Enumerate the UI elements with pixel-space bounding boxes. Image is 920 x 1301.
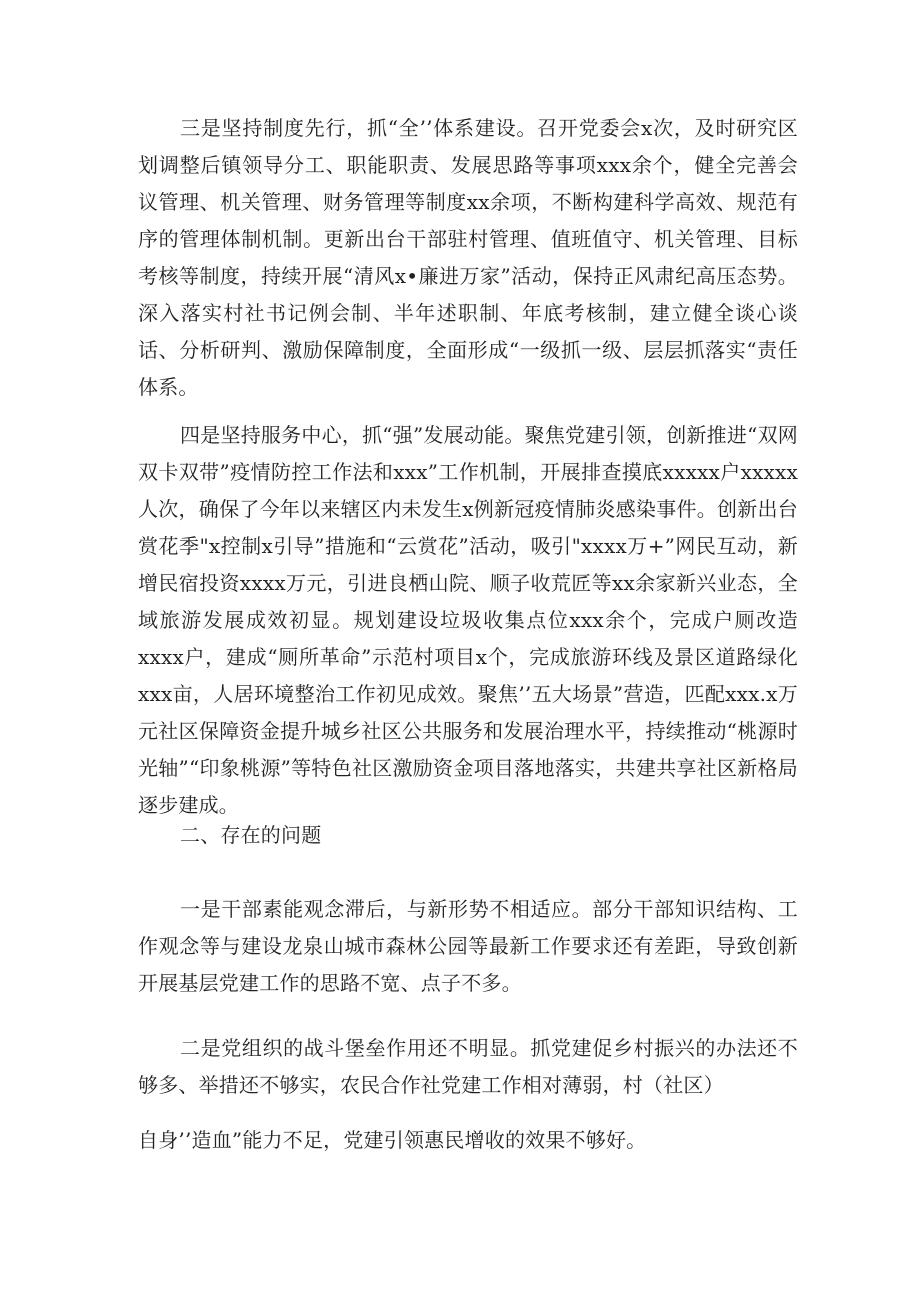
paragraph-institution-building: 三是坚持制度先行，抓“全’’体系建设。召开党委会x次，及时研究区划调整后镇领导分工、职能职责、发展思路等事项xxx余个，健全完善会议管理、机关管理、财务管理等制度xx余项，不断构建科学高效、规范有序的管理体制机制。更新出台干部驻村管理、值班值守、机关管理、目标考核等制度，持续开展“清风x•廉进万家”活动，保持正风肃纪高压态势。深入落实村社书记例会制、半年述职制、年底考核制，建立健全谈心谈话、分析研判、激励保障制度，全面形成“一级抓一级、层层抓落实“责任体系。	[138, 116, 798, 399]
paragraph-service-center: 四是坚持服务中心，抓“强”发展动能。聚焦党建引领，创新推进“双网双卡双带”疫情防控工作法和xxx”工作机制，开展排查摸底xxxxx户xxxxx人次，确保了今年以来辖区内未发生x例新冠疫情肺炎感染事件。创新出台赏花季"x控制x引导”措施和“云赏花”活动，吸引"xxxx万+”网民互动，新增民宿投资xxxx万元，引进良栖山院、顺子收荒匠等xx余家新兴业态，全域旅游发展成效初显。规划建设垃圾收集点位xxx余个，完成户厕改造xxxx户，建成“厕所革命”示范村项目x个，完成旅游环线及景区道路绿化xxx亩，人居环境整治工作初见成效。聚焦’’五大场景”营造，匹配xxx.x万元社区保障资金提升城乡社区公共服务和发展治理水平，持续推动“桃源时光轴”“印象桃源”等特色社区激励资金项目落地落实，共建共享社区新格局逐步建成。	[138, 423, 798, 817]
paragraph-party-organization: 二是党组织的战斗堡垒作用还不明显。抓党建促乡村振兴的办法还不够多、举措还不够实，农民合作社党建工作相对薄弱，村（社区）	[138, 1036, 798, 1097]
paragraph-continuation: 自身’’造血”能力不足，党建引领惠民增收的效果不够好。	[138, 1128, 647, 1152]
section-heading-problems: 二、存在的问题	[180, 823, 322, 847]
paragraph-cadre-competence: 一是干部素能观念滞后，与新形势不相适应。部分干部知识结构、工作观念等与建设龙泉山城市森林公园等最新工作要求还有差距，导致创新开展基层党建工作的思路不宽、点子不多。	[138, 897, 798, 995]
